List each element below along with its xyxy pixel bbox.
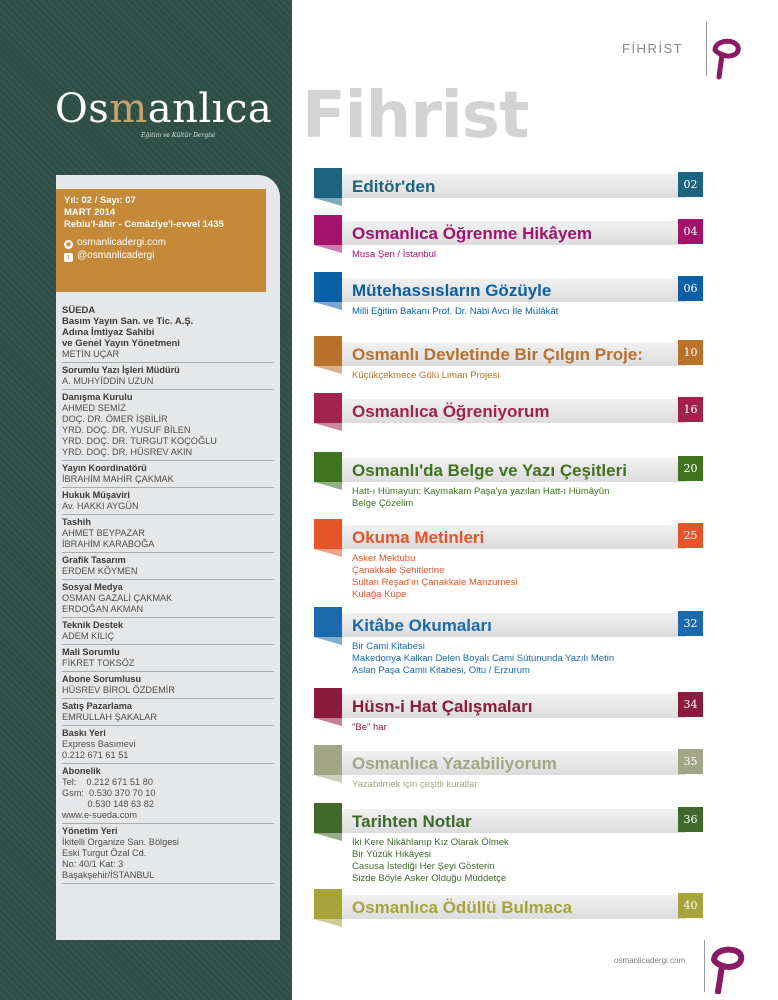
toc-color-tab xyxy=(314,519,348,549)
masthead-section xyxy=(62,303,274,363)
toc-subtitle: Çanakkale Şehitlerine xyxy=(352,565,445,576)
toc-color-tab xyxy=(314,745,348,775)
toc-title: Osmanlıca Öğrenme Hikâyem xyxy=(352,224,593,243)
toc-subtitle: Milli Eğitim Bakanı Prof. Dr. Nabi Avcı İle Mülâkât xyxy=(352,306,559,317)
page-title: Fihrist xyxy=(302,79,529,153)
toc-title: Osmanlıca Yazabiliyorum xyxy=(352,754,557,773)
toc-page-number: 34 xyxy=(678,692,703,717)
issue-date: MART 2014 xyxy=(64,207,116,218)
masthead-section xyxy=(62,726,274,764)
toc-color-tab xyxy=(314,168,348,198)
web-icon: ◉ xyxy=(65,241,72,248)
issue-number: Yıl: 02 / Sayı: 07 xyxy=(64,195,136,206)
toc-color-tab xyxy=(314,688,348,718)
masthead-section xyxy=(62,580,274,618)
masthead-section xyxy=(62,824,274,884)
footer-mim-letter-icon xyxy=(700,934,750,994)
toc-subtitle: Sultan Reşad'ın Çanakkale Manzumesi xyxy=(352,577,518,588)
toc-color-tab xyxy=(314,272,348,302)
masthead-name: Av. HAKKI AYGÜN xyxy=(62,501,139,511)
toc-page-number: 20 xyxy=(678,456,703,481)
toc-page-number: 16 xyxy=(678,397,703,422)
toc-subtitle: Küçükçekmece Gölü Liman Projesi xyxy=(352,370,500,381)
toc-subtitles xyxy=(352,306,558,318)
masthead-name: HÜSREV BİROL ÖZDEMİR xyxy=(62,685,175,695)
toc-subtitle: Aslan Paşa Camii Kitabesi, Oltu / Erzurum xyxy=(352,665,530,676)
masthead-section xyxy=(62,390,274,461)
toc-page-number: 04 xyxy=(678,219,703,244)
masthead-role: Mali Sorumlu xyxy=(62,647,120,657)
toc-title: Okuma Metinleri xyxy=(352,528,485,547)
toc-subtitle: Belge Çözelim xyxy=(352,498,414,509)
section-label: FİHRİST xyxy=(622,41,684,56)
toc-color-tab xyxy=(314,393,348,423)
toc-page-number: 35 xyxy=(678,749,703,774)
masthead-card xyxy=(56,175,280,940)
footer-url[interactable]: osmanlicadergi.com xyxy=(614,956,686,965)
toc-title: Osmanlıca Ödüllü Bulmaca xyxy=(352,898,573,917)
masthead-section xyxy=(62,363,274,390)
masthead-name: METİN UÇAR xyxy=(62,349,120,359)
toc-color-tab xyxy=(314,607,348,637)
toc-subtitles xyxy=(352,779,477,791)
toc-page-number: 02 xyxy=(678,172,703,197)
toc-subtitle: İki Kere Nikâhlanıp Kız Olarak Ölmek xyxy=(352,837,509,848)
masthead-section xyxy=(62,645,274,672)
toc-page-number: 36 xyxy=(678,807,703,832)
masthead-name: ERDEM KÖYMEN xyxy=(62,566,138,576)
masthead-section xyxy=(62,764,274,824)
toc-page-number: 40 xyxy=(678,893,703,918)
toc-title: Mütehassısların Gözüyle xyxy=(352,281,552,300)
masthead-role: SÜEDA Basım Yayın San. ve Tic. A.Ş. Adına İmtiyaz Sahibi ve Genel Yayın Yönetmeni xyxy=(62,305,194,349)
masthead-role: Abone Sorumlusu xyxy=(62,674,142,684)
masthead-role: Satış Pazarlama xyxy=(62,701,132,711)
toc-title: Editör'den xyxy=(352,177,436,196)
toc-title: Osmanlıca Öğreniyorum xyxy=(352,402,550,421)
twitter-link[interactable]: t @osmanlicadergi xyxy=(64,250,258,263)
mim-letter-icon xyxy=(705,20,745,80)
toc-page-number: 10 xyxy=(678,340,703,365)
toc-subtitle: Yazabilmek için çeşitli kurallar xyxy=(352,779,478,790)
masthead-name: EMRULLAH ŞAKALAR xyxy=(62,712,157,722)
issue-info-box xyxy=(56,189,266,292)
toc-subtitle: Bir Yüzük Hikâyesi xyxy=(352,849,432,860)
masthead-section xyxy=(62,488,274,515)
masthead-section xyxy=(62,515,274,553)
masthead-name: Tel: 0.212 671 51 80 Gsm: 0.530 370 70 10 0.530 148 63 82 www.e-sueda.com xyxy=(62,777,156,820)
masthead-role: Baskı Yeri xyxy=(62,728,106,738)
magazine-logo xyxy=(55,86,273,176)
toc-subtitle: Asker Mektubu xyxy=(352,553,416,564)
twitter-icon: t xyxy=(64,253,73,262)
masthead-section xyxy=(62,553,274,580)
masthead-name: İBRAHİM MAHİR ÇAKMAK xyxy=(62,474,174,484)
logo-wordmark: Osmanlıca xyxy=(55,86,273,132)
toc-title: Tarihten Notlar xyxy=(352,812,472,831)
toc-title: Hüsn-i Hat Çalışmaları xyxy=(352,697,533,716)
logo-tagline: Eğitim ve Kültür Dergisi xyxy=(141,132,216,139)
toc-subtitles xyxy=(352,370,499,382)
toc-subtitle: Makedonya Kalkan Delen Boyalı Cami Sütununda Yazılı Metin xyxy=(352,653,615,664)
masthead-role: Sorumlu Yazı İşleri Müdürü xyxy=(62,365,180,375)
masthead-section xyxy=(62,699,274,726)
masthead-section xyxy=(62,461,274,488)
toc-subtitle: Casusa İstediği Her Şeyi Gösterin xyxy=(352,861,495,872)
toc-subtitle: "Be" har xyxy=(352,722,387,733)
masthead-name: ADEM KILIÇ xyxy=(62,631,115,641)
masthead-staff-list xyxy=(62,303,274,884)
masthead-role: Abonelik xyxy=(62,766,101,776)
toc-page-number: 25 xyxy=(678,523,703,548)
website-link[interactable]: ◉ osmanlicadergi.com xyxy=(65,237,166,248)
issue-hijri-date: Rebiu'l-âhir - Cemâziye'l-evvel 1435 xyxy=(64,219,224,230)
masthead-name: A. MUHYİDDİN UZUN xyxy=(62,376,154,386)
masthead-name: Express Basımevi 0.212 671 61 51 xyxy=(62,739,136,760)
toc-color-tab xyxy=(314,336,348,366)
toc-subtitle: Musa Şen / İstanbul xyxy=(352,249,436,260)
toc-title: Kitâbe Okumaları xyxy=(352,616,492,635)
toc-subtitles xyxy=(352,486,609,510)
toc-page-number: 06 xyxy=(678,276,703,301)
toc-subtitles xyxy=(352,553,518,601)
masthead-role: Hukuk Müşaviri xyxy=(62,490,130,500)
masthead-role: Grafik Tasarım xyxy=(62,555,126,565)
masthead-role: Yönetim Yeri xyxy=(62,826,118,836)
masthead-name: AHMED SEMİZ DOÇ. DR. ÖMER İŞBİLİR YRD. DOÇ. DR. YUSUF BİLEN YRD. DOÇ. DR. TURGUT KOÇOĞLU YRD. DOÇ. DR. HÜSREV AKIN xyxy=(62,403,217,457)
toc-subtitle: Bir Cami Kitabesi xyxy=(352,641,425,652)
toc-subtitle: Hatt-ı Hümayun: Kaymakam Paşa'ya yazılan Hatt-ı Hümâyûn xyxy=(352,486,610,497)
toc-title: Osmanlı Devletinde Bir Çılgın Proje: xyxy=(352,345,643,364)
masthead-role: Sosyal Medya xyxy=(62,582,123,592)
toc-color-tab xyxy=(314,803,348,833)
toc-subtitles xyxy=(352,641,614,677)
toc-subtitles xyxy=(352,249,436,261)
toc-color-tab xyxy=(314,452,348,482)
masthead-name: FİKRET TOKSÖZ xyxy=(62,658,135,668)
toc-page-number: 32 xyxy=(678,611,703,636)
masthead-role: Teknik Destek xyxy=(62,620,124,630)
masthead-section xyxy=(62,672,274,699)
masthead-role: Danışma Kurulu xyxy=(62,392,133,402)
toc-title: Osmanlı'da Belge ve Yazı Çeşitleri xyxy=(352,461,627,480)
masthead-name: İkitelli Organize San. Bölgesi Eski Turgut Özal Cd. No: 40/1 Kat: 3 Başakşehir/İSTANBUL xyxy=(62,837,179,880)
masthead-section xyxy=(62,618,274,645)
masthead-role: Yayın Koordinatörü xyxy=(62,463,147,473)
toc-subtitles xyxy=(352,837,509,885)
toc-color-tab xyxy=(314,215,348,245)
toc-subtitle: Sizde Böyle Asker Olduğu Müddetçe xyxy=(352,873,507,884)
toc-subtitle: Kulağa Küpe xyxy=(352,589,407,600)
masthead-name: OSMAN GAZALİ ÇAKMAK ERDOĞAN AKMAN xyxy=(62,593,173,614)
toc-color-tab xyxy=(314,889,348,919)
masthead-role: Tashih xyxy=(62,517,91,527)
toc-subtitles xyxy=(352,722,387,734)
masthead-name: AHMET BEYPAZAR İBRAHİM KARABOĞA xyxy=(62,528,155,549)
